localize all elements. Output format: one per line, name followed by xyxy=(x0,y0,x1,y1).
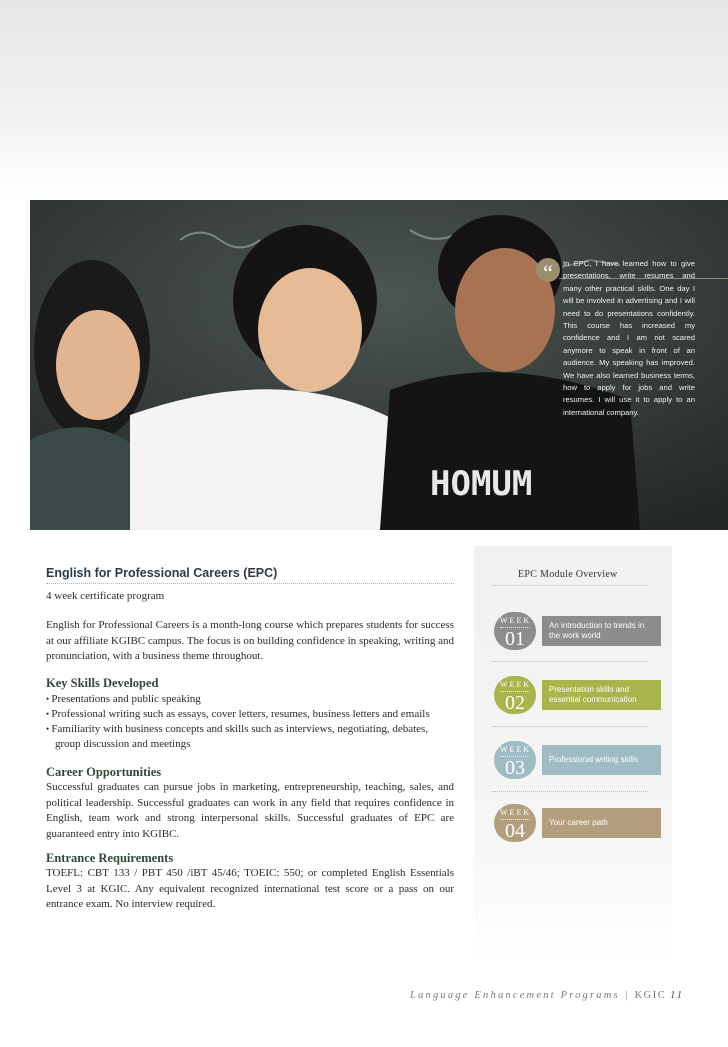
skills-heading: Key Skills Developed xyxy=(46,676,159,690)
entrance-text: TOEFL: CBT 133 / PBT 450 /iBT 45/46; TOEIC: 550; or completed English Essentials Level 3 at KGIC. Any equivalent recognized international test score or a pass on our entrance exam. No interview required. xyxy=(46,867,454,911)
week-label-02: WEEK 02 xyxy=(500,680,532,714)
program-intro: English for Professional Careers is a month-long course which prepares students for success at our affiliate KGIBC campus. The focus is on building confidence in speaking, writing and pronunciation, with a business theme throughout. xyxy=(46,619,454,663)
list-item: • Presentations and public speaking xyxy=(46,692,454,707)
testimonial-quote: In EPC, I have learned how to give presentations, write resumes and many other practical skills. One day I will be involved in advertising and I will need to do presentations confidently. This course has increased my confidence and I am not scared anymore to speak in front of an audience. My speaking has improved. We have also learned business terms, how to apply for jobs and write resumes. I will use it to apply to an international company. xyxy=(563,259,695,417)
program-title: English for Professional Careers (EPC) xyxy=(46,566,278,580)
panel-divider xyxy=(492,585,648,586)
panel-divider xyxy=(492,791,648,792)
footer-separator: | xyxy=(624,990,630,1001)
program-subtitle: 4 week certificate program xyxy=(46,590,165,602)
module-04: Your career path xyxy=(542,808,661,838)
entrance-heading: Entrance Requirements xyxy=(46,851,174,865)
page-number: 11 xyxy=(670,989,685,1001)
footer-org: KGIC xyxy=(634,990,667,1001)
list-item: • Familiarity with business concepts and skills such as interviews, negotiating, debates, group discussion and meetings xyxy=(46,722,454,752)
panel-divider xyxy=(492,726,648,727)
week-label-01: WEEK 01 xyxy=(500,616,532,650)
panel-divider xyxy=(492,661,648,662)
module-02: Presentation skills and essential communication xyxy=(542,680,661,710)
week-label-04: WEEK 04 xyxy=(500,808,532,842)
week-label-03: WEEK 03 xyxy=(500,745,532,779)
list-item: • Professional writing such as essays, cover letters, resumes, business letters and emails xyxy=(46,707,454,722)
quote-mark-icon: “ xyxy=(536,258,560,282)
title-divider xyxy=(46,583,454,584)
top-gradient xyxy=(0,0,728,200)
footer-title: Language Enhancement Programs xyxy=(410,990,620,1001)
footer xyxy=(410,990,666,1001)
careers-heading: Career Opportunities xyxy=(46,765,162,779)
careers-text: Successful graduates can pursue jobs in marketing, entrepreneurship, teaching, sales, and political leadership. Successful graduates can work in any field that requires confidence in English, team work and strong interpersonal skills. Successful graduates of EPC are guaranteed entry into KGIBC. xyxy=(46,781,454,840)
module-03: Professional writing skills xyxy=(542,745,661,775)
skills-list xyxy=(46,692,454,752)
shirt-print: HOMUM xyxy=(430,464,533,504)
module-overview-title: EPC Module Overview xyxy=(518,569,618,580)
module-01: An introduction to trends in the work world xyxy=(542,616,661,646)
